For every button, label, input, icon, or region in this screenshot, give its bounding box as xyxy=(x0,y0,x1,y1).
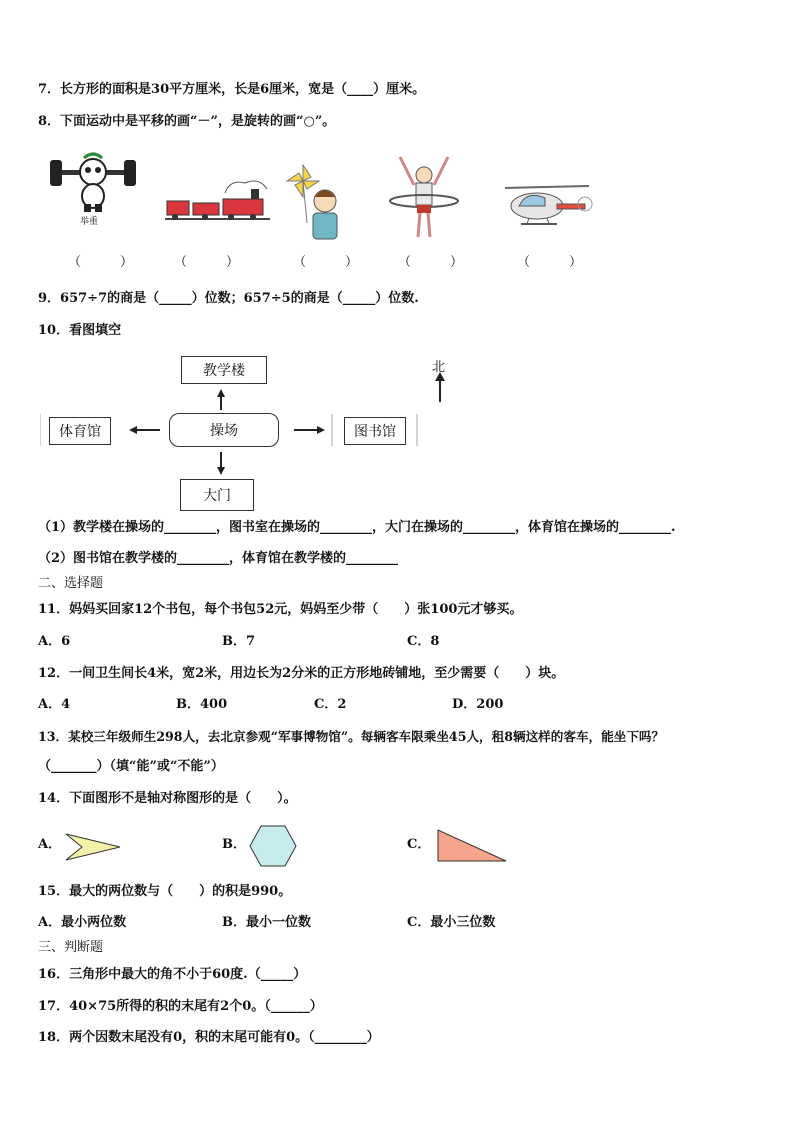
helicopter-picture xyxy=(497,182,597,230)
q14-option-a[interactable]: A． xyxy=(38,837,62,852)
question-15: 15．最大的两位数与（ ）的积是990。 xyxy=(38,884,292,899)
question-17: 17．40×75所得的积的末尾有2个0。（______） xyxy=(38,999,323,1014)
q15-option-c[interactable]: C．最小三位数 xyxy=(407,915,496,930)
answer-paren-1[interactable]: （ ） xyxy=(68,255,134,270)
question-10-part-1: （1）教学楼在操场的________，图书室在操场的________，大门在操场的________，体育馆在操场的________. xyxy=(38,520,676,535)
q11-option-b[interactable]: B．7 xyxy=(222,634,256,649)
answer-paren-3[interactable]: （ ） xyxy=(293,255,359,270)
q11-option-a[interactable]: A．6 xyxy=(38,634,71,649)
map-arrows xyxy=(40,350,460,520)
teaching-building-box: 教学楼 xyxy=(181,356,267,384)
question-11: 11．妈妈买回家12个书包，每个书包52元，妈妈至少带（ ）张100元才够买。 xyxy=(38,602,523,617)
library-box: 图书馆 xyxy=(344,417,406,445)
question-12: 12．一间卫生间长4米，宽2米，用边长为2分米的正方形地砖铺地，至少需要（ ）块。 xyxy=(38,666,565,681)
hexagon-figure xyxy=(248,824,298,868)
section-2-heading: 二、选择题 xyxy=(38,576,104,591)
arrow-shape-figure xyxy=(64,832,122,862)
weightlifting-caption: 举重 xyxy=(80,217,99,227)
pinwheel-boy-picture xyxy=(285,163,345,245)
question-14: 14．下面图形不是轴对称图形的是（ ）。 xyxy=(38,791,297,806)
train-picture xyxy=(165,175,270,225)
answer-paren-5[interactable]: （ ） xyxy=(517,255,583,270)
q11-option-c[interactable]: C．8 xyxy=(407,634,440,649)
question-8: 8．下面运动中是平移的画“－”，是旋转的画“○”。 xyxy=(38,114,336,129)
answer-paren-2[interactable]: （ ） xyxy=(174,255,240,270)
gate-box: 大门 xyxy=(180,479,254,511)
question-13-answer: （_______）（填“能”或“不能”） xyxy=(38,759,224,774)
question-18: 18．两个因数末尾没有0，积的末尾可能有0。（________） xyxy=(38,1030,380,1045)
section-3-heading: 三、判断题 xyxy=(38,940,104,955)
q14-option-c[interactable]: C． xyxy=(407,837,431,852)
q12-option-d[interactable]: D．200 xyxy=(452,697,504,712)
q15-option-a[interactable]: A．最小两位数 xyxy=(38,915,127,930)
gym-box: 体育馆 xyxy=(49,417,111,445)
question-9: 9．657÷7的商是（_____）位数；657÷5的商是（_____）位数. xyxy=(38,291,419,306)
question-10-part-2: （2）图书馆在教学楼的________，体育馆在教学楼的________ xyxy=(38,551,399,566)
question-7: 7．长方形的面积是30平方厘米，长是6厘米，宽是（____）厘米。 xyxy=(38,82,426,97)
question-13: 13．某校三年级师生298人，去北京参观“军事博物馆”。每辆客车限乘坐45人，租8辆这样的客车，能坐下吗？ xyxy=(38,729,665,744)
q12-option-c[interactable]: C．2 xyxy=(314,697,347,712)
q15-option-b[interactable]: B．最小一位数 xyxy=(222,915,311,930)
question-16: 16．三角形中最大的角不小于60度.（_____） xyxy=(38,967,307,982)
playground-box: 操场 xyxy=(169,413,279,447)
answer-paren-4[interactable]: （ ） xyxy=(398,255,464,270)
question-10: 10．看图填空 xyxy=(38,323,122,338)
hula-hoop-girl-picture xyxy=(388,153,460,243)
q12-option-a[interactable]: A．4 xyxy=(38,697,71,712)
q12-option-b[interactable]: B．400 xyxy=(176,697,228,712)
north-label: 北 xyxy=(432,360,446,375)
triangle-figure xyxy=(436,828,508,864)
q14-option-b[interactable]: B． xyxy=(222,837,246,852)
